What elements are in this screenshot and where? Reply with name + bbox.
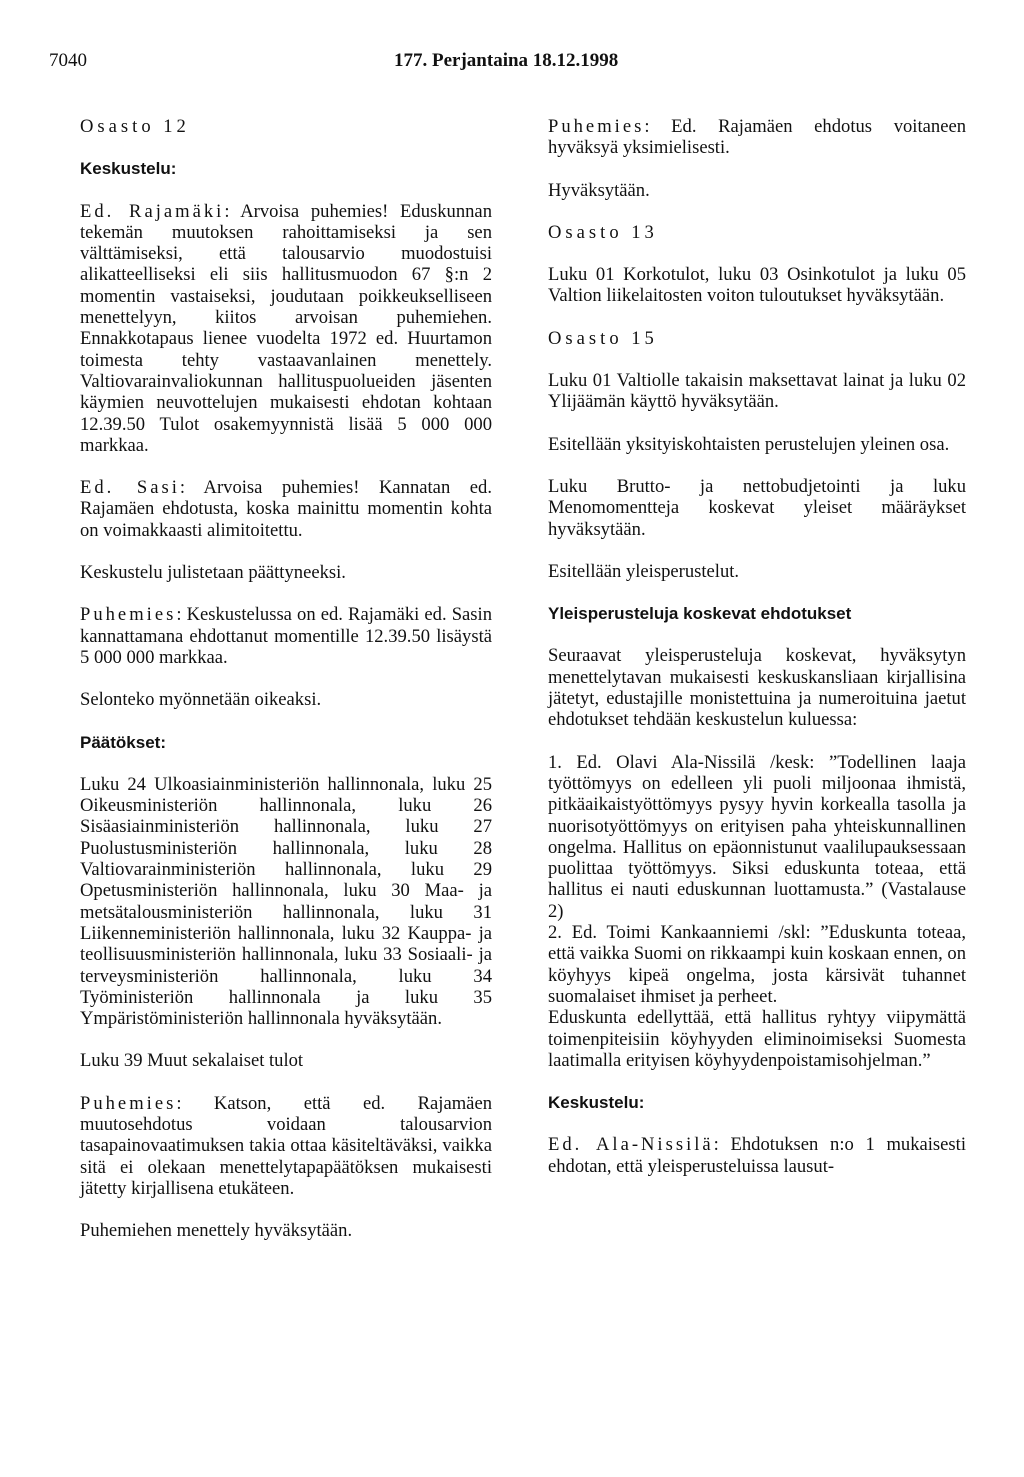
right-column [548,116,966,1198]
running-title: 177. Perjantaina 18.12.1998 [394,50,619,71]
speech-text: : Keskustelussa on ed. Rajamäki ed. Sasin kannattamana ehdottanut momentille 12.39.50 lisäystä 5 000 000 markkaa. [80,604,492,668]
speech-text: : Ehdotuksen n:o 1 mukaisesti ehdotan, että yleisperusteluissa lausut- [548,1134,966,1177]
paragraph: Keskustelu julistetaan päättyneeksi. [80,562,346,584]
section-heading-15: Osasto 15 [548,327,658,349]
page-header [49,50,969,80]
speaker-name: Ed. Rajamäki [80,200,225,222]
paragraph: Esitellään yleisperustelut. [548,560,740,582]
speech-puhemies [80,604,492,668]
paragraph: Seuraavat yleisperusteluja koskevat, hyväksytyn menettelytavan mukaisesti keskuskansliaan kirjallisina jätetyt, edustajille monistettuina ja numeroituina jaetut ehdotukset tehdään keskustelun kuluessa: [548,645,966,731]
speaker-name: Ed. Ala-Nissilä [548,1134,714,1156]
speaker-name: Puhemies [80,1092,177,1114]
proposal-1: 1. Ed. Olavi Ala-Nissilä /kesk: ”Todellinen laaja työttömyys on edelleen yli puoli miljoonaa ihmistä, pitkäaikaistyöttömyys pysyy hyvin korkealla tasolla ja nuorisotyöttömyys on erityisen paha yhteiskunnallinen ongelma. Hallitus on epäonnistunut vaalilupauksessaan puolittaa työttömyys. Siksi eduskunta toteaa, että hallitus ei nauti eduskunnan luottamusta.” (Vastalause 2) [548,751,966,922]
speech-text: : Arvoisa puhemies! Eduskunnan tekemän muutoksen rahoittamiseksi ja sen välttämiseksi, että talousarvio muodostuisi alikatteelliseksi eli siis hallitusmuodon 67 §:n 2 momentin vastaiseksi, joudutaan poikkeukselliseen menettelyyn, kiitos arvoisan puhemiehen. Ennakkotapaus lienee vuodelta 1972 ed. Huurtamon toimesta tehty vastaavanlainen menettely. Valtiovarainvaliokunnan hallituspuolueiden jäsenten käymien neuvottelujen mukaisesti ehdotan kohtaan 12.39.50 Tulot osakemyynnistä lisää 5 000 000 markkaa. [80,200,492,456]
speech-sasi [80,477,492,541]
speech-puhemies [548,116,966,159]
speaker-name: Puhemies [548,116,645,137]
section-heading-13: Osasto 13 [548,221,658,243]
speech-text: : Katson, että ed. Rajamäen muutosehdotus voidaan talousarvion tasapainovaatimuksen takia ottaa käsiteltäväksi, vaikka sitä ei olekaan menettelytapapäätöksen mukaisesti jätetty kirjallisena etukäteen. [80,1092,492,1199]
speech-puhemies [80,1093,492,1199]
speech-rajamaki [80,201,492,457]
speaker-name: Puhemies [80,604,177,626]
paragraph: Esitellään yksityiskohtaisten perustelujen yleinen osa. [548,433,950,455]
proposals-heading: Yleisperusteluja koskevat ehdotukset [548,604,852,624]
paragraph: Luku 01 Korkotulot, luku 03 Osinkotulot ja luku 05 Valtion liikelaitosten voiton tuloutukset hyväksytään. [548,264,966,307]
proposal-2: 2. Ed. Toimi Kankaanniemi /skl: ”Eduskunta toteaa, että vaikka Suomi on rikkaampi kuin koskaan ennen, on köyhyys kipeä ongelma, josta kärsivät tuhannet suomalaiset ihmiset ja perheet. [548,922,966,1007]
left-column [80,116,492,1262]
paragraph: Luku Brutto- ja nettobudjetointi ja luku Menomomentteja koskevat yleiset määräykset hyväksytään. [548,475,966,540]
discussion-heading: Keskustelu: [548,1093,645,1113]
paragraph: Luku 39 Muut sekalaiset tulot [80,1050,304,1072]
page-number: 7040 [49,50,87,71]
speech-text: : Ed. Rajamäen ehdotus voitaneen hyväksyä yksimielisesti. [548,116,966,159]
proposal-2-continued: Eduskunta edellyttää, että hallitus ryhtyy viipymättä toimenpiteisiin köyhyyden eliminoimiseksi Suomesta laatimalla erityisen köyhyydenpoistamisohjelman.” [548,1007,966,1071]
paragraph: Hyväksytään. [548,179,650,201]
decisions-heading: Päätökset: [80,732,166,752]
paragraph: Puhemiehen menettely hyväksytään. [80,1220,353,1242]
speaker-name: Ed. Sasi [80,477,180,499]
speech-ala-nissila [548,1134,966,1177]
paragraph: Luku 24 Ulkoasiainministeriön hallinnonala, luku 25 Oikeusministeriön hallinnonala, luku 26 Sisäasiainministeriön hallinnonala, luku 27 Puolustusministeriön hallinnonala, luku 28 Valtiovarainministeriön hallinnonala, luku 29 Opetusministeriön hallinnonala, luku 30 Maa- ja metsätalousministeriön hallinnonala, luku 31 Liikenneministeriön hallinnonala, luku 32 Kauppa- ja teollisuusministeriön hallinnonala, luku 33 Sosiaali- ja terveysministeriön hallinnonala, luku 34 Työministeriön hallinnonala ja luku 35 Ympäristöministeriön hallinnonala hyväksytään. [80,773,492,1030]
section-heading-12: Osasto 12 [80,116,190,137]
speech-text: : Arvoisa puhemies! Kannatan ed. Rajamäen ehdotusta, koska mainittu momentin kohta on voimakkaasti alimitoitettu. [80,477,492,541]
discussion-heading: Keskustelu: [80,159,177,179]
paragraph: Selonteko myönnetään oikeaksi. [80,689,322,711]
paragraph: Luku 01 Valtiolle takaisin maksettavat lainat ja luku 02 Ylijäämän käyttö hyväksytään. [548,370,966,413]
